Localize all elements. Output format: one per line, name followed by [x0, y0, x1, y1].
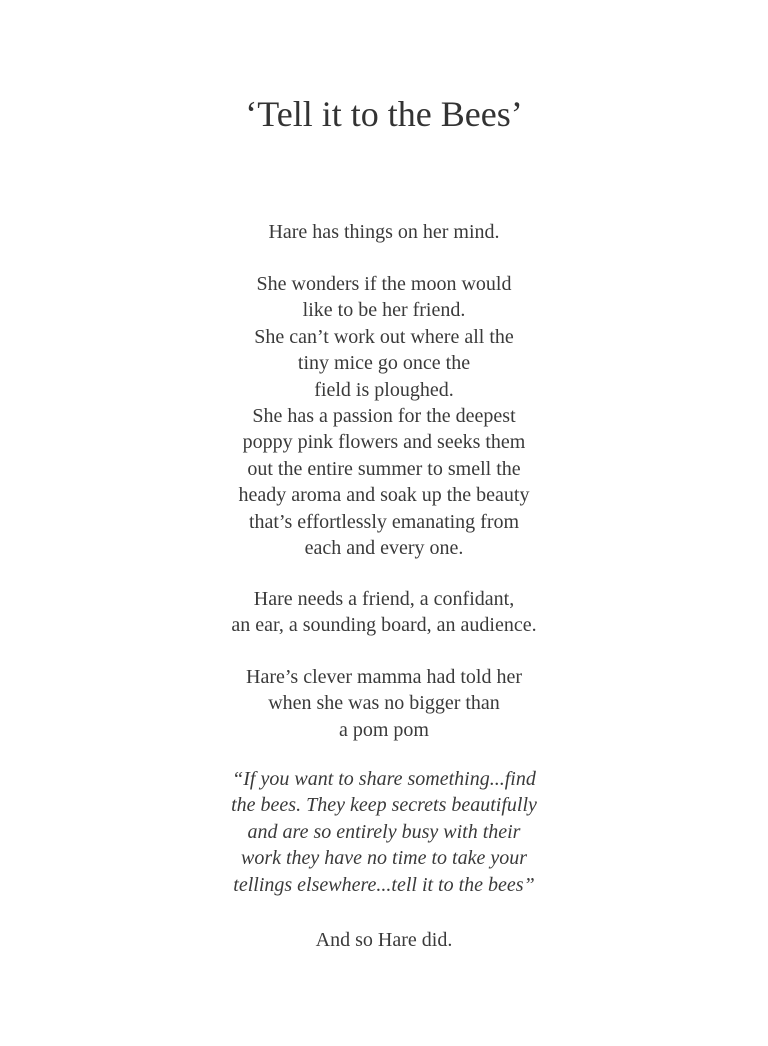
poem-line: And so Hare did.: [315, 929, 453, 951]
poem-line: work they have no time to take your: [240, 847, 528, 870]
poem-line: She can’t work out where all the: [254, 325, 514, 348]
stanza-1: [0, 219, 768, 245]
poem-line: that’s effortlessly emanating from: [248, 510, 520, 533]
poem-line: Hare’s clever mamma had told her: [246, 666, 522, 688]
poem-line: Hare needs a friend, a confidant,: [253, 588, 515, 610]
poem-line: and are so entirely busy with their: [247, 820, 521, 843]
poem-line: heady aroma and soak up the beauty: [238, 484, 530, 507]
poem-line: an ear, a sounding board, an audience.: [231, 614, 537, 637]
stanza-3: [0, 586, 768, 639]
poem-line: like to be her friend.: [302, 299, 466, 322]
poem-line: She has a passion for the deepest: [252, 405, 516, 428]
stanza-4: [0, 664, 768, 743]
poem-line: Hare has things on her mind.: [268, 221, 500, 243]
poem-line: when she was no bigger than: [268, 692, 500, 715]
poem-line: tiny mice go once the: [297, 352, 471, 375]
poem-line: She wonders if the moon would: [256, 273, 512, 295]
poem-line: tellings elsewhere...tell it to the bees”: [233, 873, 535, 896]
stanza-6: [0, 927, 768, 953]
poem-line: the bees. They keep secrets beautifully: [231, 794, 537, 817]
stanza-2: [0, 271, 768, 561]
poem-line: poppy pink flowers and seeks them: [242, 431, 526, 454]
poem-line: out the entire summer to smell the: [247, 457, 521, 480]
poem-line: field is ploughed.: [314, 378, 454, 401]
stanza-5-quote: [0, 766, 768, 898]
poem-line: a pom pom: [339, 718, 429, 741]
poem-line: “If you want to share something...find: [232, 768, 536, 790]
poem-title: ‘Tell it to the Bees’: [245, 94, 523, 134]
poem-line: each and every one.: [304, 537, 464, 560]
